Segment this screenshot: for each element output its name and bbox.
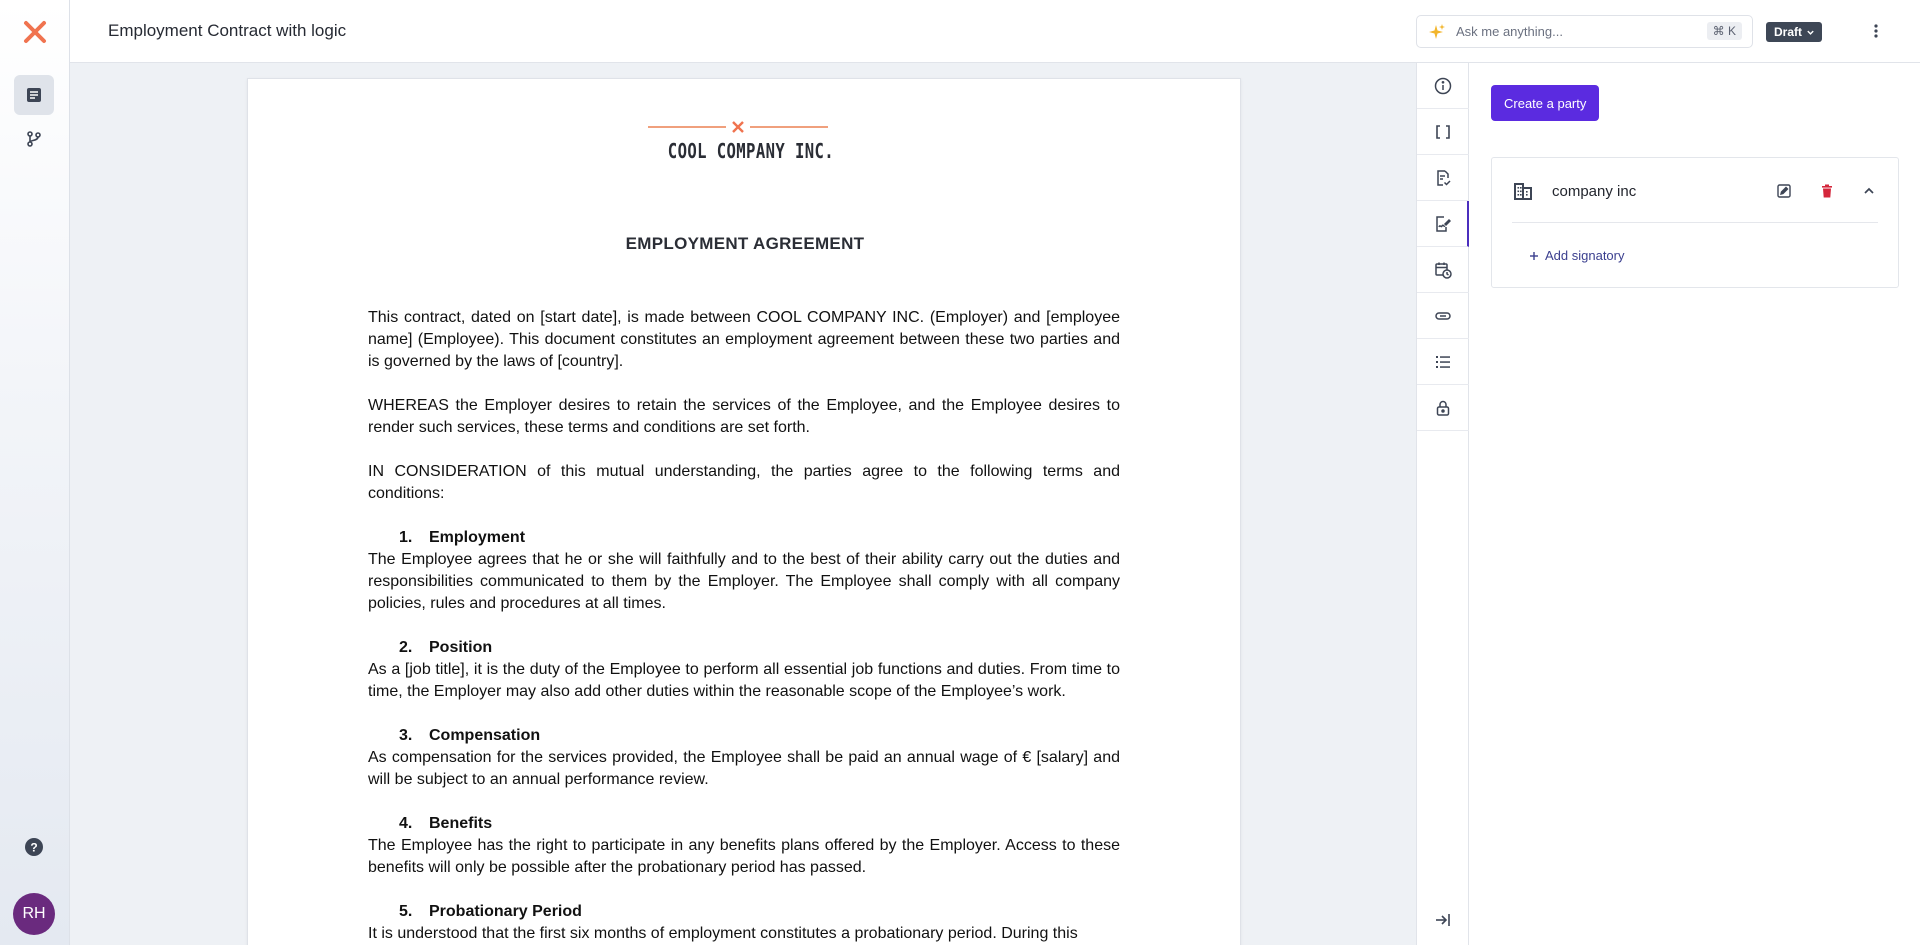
- info-icon: [1434, 77, 1452, 95]
- signature-icon: [1433, 215, 1451, 233]
- section-text: It is understood that the first six months of employment constitutes a probationary period. During this: [368, 925, 1078, 942]
- section-heading: Compensation: [429, 727, 541, 744]
- party-name: company inc: [1552, 183, 1637, 200]
- page-title: Employment Contract with logic: [108, 21, 347, 40]
- avatar-initials: RH: [22, 905, 46, 922]
- section-text: As compensation for the services provided, the Employee shall be paid an annual wage of € [salary] and will be subject to an annual performance review.: [368, 749, 1120, 788]
- document-icon: [25, 86, 43, 104]
- section-compensation: [368, 725, 1120, 791]
- party-card: [1491, 157, 1899, 288]
- left-rail: [0, 0, 70, 945]
- tool-info[interactable]: [1417, 63, 1469, 109]
- create-party-button[interactable]: Create a party: [1491, 85, 1599, 121]
- branch-icon: [25, 130, 43, 148]
- document-page[interactable]: [247, 78, 1241, 945]
- list-icon: [1434, 353, 1452, 371]
- chevron-down-icon: [1806, 28, 1815, 37]
- section-heading: Position: [429, 639, 493, 656]
- svg-text:?: ?: [30, 840, 38, 855]
- add-signatory-label: Add signatory: [1545, 248, 1625, 263]
- sparkle-icon: [1427, 23, 1447, 43]
- chevron-up-icon[interactable]: [1859, 181, 1879, 201]
- tool-permissions[interactable]: [1417, 385, 1469, 431]
- building-icon: [1512, 180, 1534, 202]
- section-text: The Employee agrees that he or she will faithfully and to the best of their ability carry out the duties and responsibilities communicated to them by the Employer. The Employee shall comply with all company policies, rules and procedures at all times.: [368, 551, 1120, 612]
- plus-icon: [1529, 251, 1539, 261]
- tool-attachments[interactable]: [1417, 293, 1469, 339]
- tool-strip: [1416, 63, 1469, 945]
- section-number: 3.: [399, 727, 413, 744]
- agreement-title: EMPLOYMENT AGREEMENT: [625, 234, 865, 253]
- company-name: COOL COMPANY INC.: [667, 139, 835, 163]
- section-probationary-period: [368, 901, 1120, 945]
- app-logo-icon[interactable]: [15, 12, 55, 52]
- document-check-icon: [1434, 169, 1452, 187]
- tool-outline[interactable]: [1417, 339, 1469, 385]
- paragraph: This contract, dated on [start date], is made between COOL COMPANY INC. (Employer) and [employee name] (Employee). This document constitutes an employment agreement between these two parties and is governed by the laws of [country].: [368, 309, 1120, 370]
- section-text: The Employee has the right to participate in any benefits plans offered by the Employer. Access to these benefits will only be possible after the probationary period has passed.: [368, 837, 1120, 876]
- section-number: 1.: [399, 529, 413, 546]
- section-text: As a [job title], it is the duty of the Employee to perform all essential job functions and duties. From time to time, the Employer may also add other duties within the reasonable scope of the Employee’s work.: [368, 661, 1120, 700]
- attachment-icon: [1434, 307, 1452, 325]
- status-dropdown[interactable]: [1766, 22, 1822, 42]
- section-heading: Benefits: [429, 815, 493, 832]
- shortcut-badge: ⌘ K: [1707, 22, 1742, 40]
- collapse-panel-icon[interactable]: [1433, 910, 1453, 930]
- document-nav-button[interactable]: [14, 75, 54, 115]
- paragraph: IN CONSIDERATION of this mutual understanding, the parties agree to the following terms and conditions:: [368, 463, 1120, 502]
- calendar-clock-icon: [1434, 261, 1452, 279]
- brackets-icon: [1434, 123, 1452, 141]
- section-position: [368, 637, 1120, 703]
- parties-panel: [1469, 63, 1920, 945]
- edit-party-icon[interactable]: [1774, 181, 1794, 201]
- help-icon[interactable]: [24, 837, 44, 857]
- section-number: 5.: [399, 903, 413, 920]
- document-body: [368, 307, 1120, 945]
- ask-placeholder: Ask me anything...: [1456, 24, 1563, 39]
- tool-fields[interactable]: [1417, 109, 1469, 155]
- more-options-icon[interactable]: [1866, 21, 1886, 41]
- delete-party-icon[interactable]: [1817, 181, 1837, 201]
- tool-schedule[interactable]: [1417, 247, 1469, 293]
- top-header: [70, 0, 1920, 63]
- avatar[interactable]: [13, 893, 55, 935]
- brand-x-icon: [730, 119, 746, 135]
- section-employment: [368, 527, 1120, 615]
- company-logo: [648, 119, 835, 163]
- paragraph: WHEREAS the Employer desires to retain the services of the Employee, and the Employee desires to render such services, these terms and conditions are set forth.: [368, 397, 1120, 436]
- document-canvas[interactable]: [70, 63, 1416, 945]
- divider: [1512, 222, 1878, 223]
- workflow-nav-button[interactable]: [14, 119, 54, 159]
- status-label: Draft: [1774, 25, 1803, 39]
- section-benefits: [368, 813, 1120, 879]
- section-number: 2.: [399, 639, 413, 656]
- section-heading: Probationary Period: [429, 903, 582, 920]
- add-signatory-button[interactable]: [1529, 248, 1625, 263]
- ask-ai-input[interactable]: [1416, 15, 1753, 48]
- section-number: 4.: [399, 815, 413, 832]
- tool-review[interactable]: [1417, 155, 1469, 201]
- lock-icon: [1434, 399, 1452, 417]
- tool-signatures[interactable]: [1417, 201, 1469, 247]
- section-heading: Employment: [429, 529, 526, 546]
